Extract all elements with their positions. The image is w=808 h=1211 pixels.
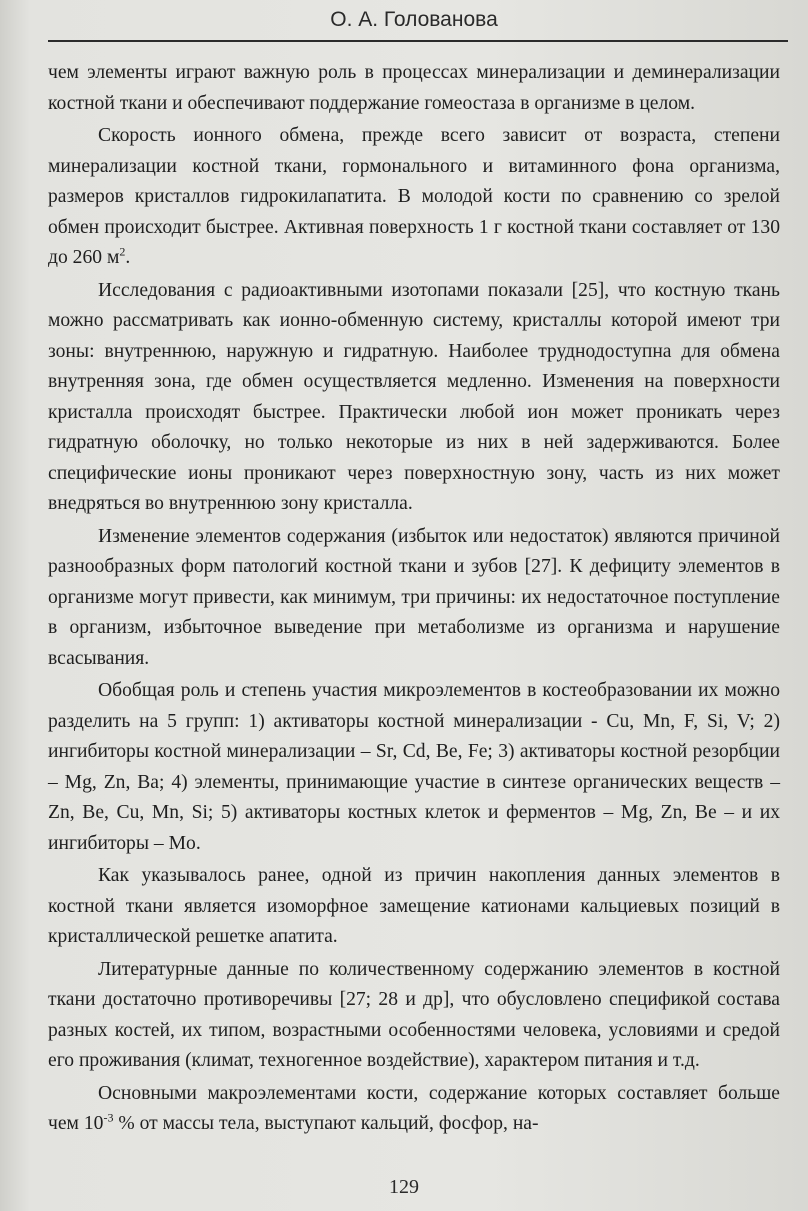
paragraph: Исследования с радиоактивными изотопами показали [25], что костную ткань можно рассматривать как ионно-обменную систему, кристаллы которой имеют три зоны: внутреннюю, наружную и гидратную. Наиболее труднодоступна для обмена внутренняя зона, где обмен осуществляется медленно. Изменения на поверхности кристалла происходят быстрее. Практически любой ион может проникать через гидратную оболочку, но только некоторые из них в ней задерживаются. Более специфические ионы проникают через поверхностную зону, часть из них может внедряться во внутреннюю зону кристалла. [48, 279, 780, 514]
paragraph: Литературные данные по количественному содержанию элементов в костной ткани достаточно противоречивы [27; 28 и др], что обусловлено спецификой состава разных костей, их типом, возрастными особенностями человека, условиями и средой его проживания (климат, техногенное воздействие), характером питания и т.д. [48, 958, 780, 1071]
paragraph: Изменение элементов содержания (избыток или недостаток) являются причиной разнообразных форм патологий костной ткани и зубов [27]. К дефициту элементов в организме могут привести, как минимум, три причины: их недостаточное поступление в организм, избыточное выведение при метаболизме из организма и нарушение всасывания. [48, 525, 780, 669]
paragraph: Обобщая роль и степень участия микроэлементов в костеобразовании их можно разделить на 5 групп: 1) активаторы костной минерализации - Cu, Mn, F, Si, V; 2) ингибиторы костной минерализации – Sr, Cd, Be, Fe; 3) активаторы костной резорбции – Mg, Zn, Ba; 4) элементы, принимающие участие в синтезе органических веществ – Zn, Be, Cu, Mn, Si; 5) активаторы костных клеток и ферментов – Mg, Zn, Be – и их ингибиторы – Mo. [48, 680, 780, 854]
header-rule [48, 40, 788, 42]
paragraph: Скорость ионного обмена, прежде всего зависит от возраста, степени минерализации костной ткани, гормонального и витаминного фона организма, размеров кристаллов гидрокилапатита. В молодой кости по сравнению со зрелой обмен происходит быстрее. Активная поверхность 1 г костной ткани составляет от 130 до 260 $м^2$. [48, 125, 780, 268]
body-text [48, 58, 780, 1140]
page-number: 129 [389, 1176, 419, 1198]
superscript: 2 [119, 244, 126, 259]
superscript: -3 [103, 1110, 114, 1125]
running-head: О. А. Голованова [330, 8, 498, 31]
paragraph: Как указывалось ранее, одной из причин накопления данных элементов в костной ткани является изоморфное замещение катионами кальциевых позиций в кристаллической решетке апатита. [48, 865, 780, 947]
paragraph: Основными макроэлементами кости, содержание которых составляет больше чем $10^{-3}$ % от массы тела, выступают кальций, фосфор, на- [48, 1082, 780, 1134]
paragraph: чем элементы играют важную роль в процессах минерализации и деминерализации костной ткани и обеспечивают поддержание гомеостаза в организме в целом. [48, 62, 780, 114]
